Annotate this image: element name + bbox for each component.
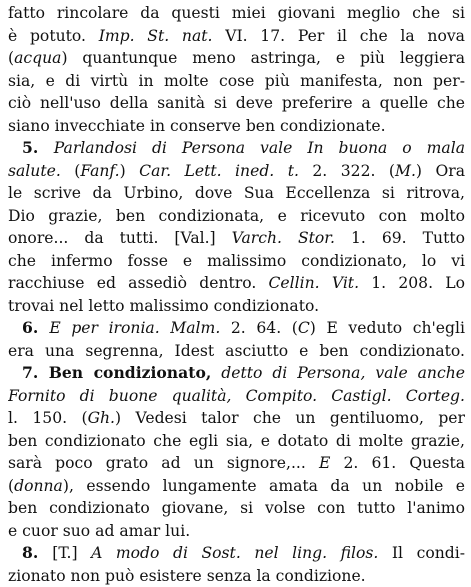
section-8-heading	[8, 542, 465, 565]
text-line	[8, 250, 465, 273]
text-run: che infermo fosse e malissimo condizionato, lo vi	[8, 252, 465, 270]
text-run: le scrive da Urbino, dove Sua Eccellenza si ritrova,	[8, 184, 465, 202]
text-run: 6.	[22, 318, 49, 337]
text-run: Parlandosi di Persona vale In buona o mala	[54, 139, 465, 157]
text-run: trovai nel letto malissimo condizionato.	[8, 297, 319, 315]
text-line	[8, 272, 465, 295]
text-run	[212, 27, 225, 45]
text-run: fatto rincolare da questi miei giovani meglio che si	[8, 4, 465, 22]
text-line	[8, 25, 465, 48]
text-run	[160, 319, 171, 337]
text-line	[8, 160, 465, 183]
text-line	[8, 92, 465, 115]
text-run	[211, 364, 221, 382]
text-run: l. 150. (	[8, 409, 88, 427]
text-run: e cuor suo ad amar lui.	[8, 522, 190, 540]
text-run: ) Ora	[416, 162, 465, 180]
text-line	[8, 407, 465, 430]
text-line	[8, 430, 465, 453]
text-line	[8, 205, 465, 228]
text-run: Castigl. Corteg.	[331, 387, 465, 405]
text-run: 2. 64. (	[220, 319, 298, 337]
text-run: ) E veduto ch'egli	[310, 319, 465, 337]
text-line	[8, 70, 465, 93]
section-6-heading	[8, 317, 465, 340]
text-line	[8, 295, 465, 318]
text-line	[8, 115, 465, 138]
text-run: VI.	[225, 27, 247, 45]
text-run: sarà poco grato ad un signore,...	[8, 454, 319, 472]
text-run: zionato non può esistere senza la condizione.	[8, 567, 366, 585]
text-run: ciò nell'uso della sanità si deve preferire a quelle che	[8, 94, 465, 112]
text-run: 7. Ben condizionato,	[22, 363, 211, 382]
text-run: ), essendo lungamente amata da un nobile e	[63, 477, 465, 495]
text-line	[8, 2, 465, 25]
text-run: Malm.	[170, 319, 220, 337]
text-run: M.	[395, 162, 416, 180]
text-run: ) quantunque meno astringa, e più leggiera	[61, 49, 465, 67]
text-run: 2. 322. (	[299, 162, 395, 180]
text-run: (	[61, 162, 81, 180]
text-run: era una segrenna, Idest asciutto e ben condizionato.	[8, 342, 465, 360]
text-run: Il condi-	[378, 544, 465, 562]
text-run: E	[319, 454, 330, 472]
text-run: siano invecchiate in conserve ben condizionate.	[8, 117, 386, 135]
text-run: Fanf.	[80, 162, 119, 180]
text-run: 8.	[22, 543, 52, 562]
text-line	[8, 227, 465, 250]
text-line	[8, 520, 465, 543]
text-run: Imp. St. nat.	[99, 27, 213, 45]
text-run: sia, e di virtù in molte cose più manifesta, non per-	[8, 72, 465, 90]
text-run: ) Vedesi talor che un gentiluomo, per	[115, 409, 465, 427]
text-line	[8, 385, 465, 408]
text-line	[8, 475, 465, 498]
section-5-heading	[8, 137, 465, 160]
text-line	[8, 340, 465, 363]
text-run: onore... da tutti. [Val.]	[8, 229, 232, 247]
text-run	[317, 387, 331, 405]
text-run: (	[8, 477, 14, 495]
text-run: detto di Persona, vale anche	[221, 364, 465, 382]
text-run: A modo di Sost. nel ling. filos.	[91, 544, 378, 562]
text-run: Varch. Stor.	[232, 229, 335, 247]
text-run: ben condizionato giovane, si volse con tutto l'animo	[8, 499, 465, 517]
text-run: racchiuse ed assediò dentro.	[8, 274, 269, 292]
text-run: 1. 69. Tutto	[335, 229, 465, 247]
text-line	[8, 452, 465, 475]
text-run: ben condizionato che egli sia, e dotato di molte grazie,	[8, 432, 465, 450]
text-run: è potuto.	[8, 27, 99, 45]
text-run: [T.]	[52, 544, 91, 562]
text-run: 1. 208. Lo	[359, 274, 465, 292]
text-run: E per ironia.	[49, 319, 159, 337]
text-run: Fornito di buone qualità, Compito.	[8, 387, 317, 405]
text-line	[8, 565, 465, 587]
text-line	[8, 182, 465, 205]
text-run: )	[120, 162, 140, 180]
text-run: (	[8, 49, 14, 67]
text-run: 2. 61. Questa	[330, 454, 465, 472]
text-run: Car. Lett. ined. t.	[139, 162, 299, 180]
text-run: salute.	[8, 162, 61, 180]
text-run: acqua	[14, 49, 61, 67]
text-run: 5.	[22, 138, 54, 157]
section-7-heading	[8, 362, 465, 385]
text-line	[8, 497, 465, 520]
text-run: donna	[14, 477, 63, 495]
text-run: C	[298, 319, 310, 337]
text-run: Cellin. Vit.	[269, 274, 360, 292]
text-run: 17. Per il che la nova	[248, 27, 465, 45]
text-run: Gh.	[88, 409, 115, 427]
text-run: Dio grazie, ben condizionata, e ricevuto con molto	[8, 207, 465, 225]
text-line	[8, 47, 465, 70]
